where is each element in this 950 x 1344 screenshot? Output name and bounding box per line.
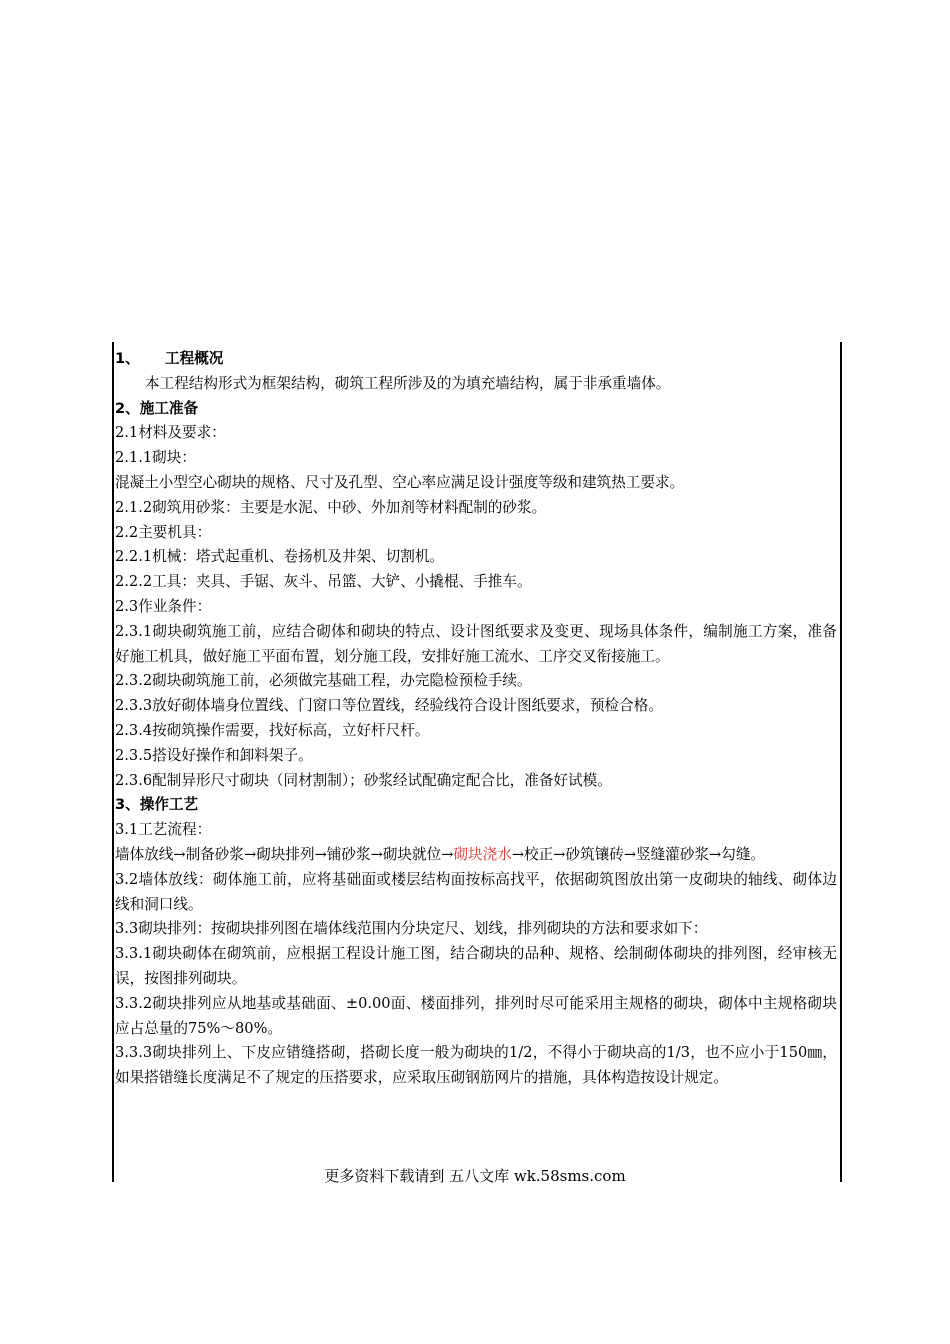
- item-2-2-2: 2.2.2工具：夹具、手锯、灰斗、吊篮、大铲、小撬棍、手推车。: [115, 573, 532, 591]
- item-3-1: 3.1工艺流程：: [115, 821, 212, 839]
- item-3-3-1: 3.3.1砌块砌体在砌筑前，应根据工程设计施工图，结合砌块的品种、规格、绘制砌体砌块的排列图，经审核无误，按图排列砌块。: [115, 945, 837, 987]
- item-2-2-1: 2.2.1机械：塔式起重机、卷扬机及井架、切割机。: [115, 548, 445, 566]
- item-2-2: 2.2主要机具：: [115, 523, 212, 541]
- item-2-3-3: 2.3.3放好砌体墙身位置线、门窗口等位置线，经验线符合设计图纸要求，预检合格。: [115, 697, 663, 715]
- item-2-3-6: 2.3.6配制异形尺寸砌块（同材割制）；砂浆经试配确定配合比，准备好试模。: [115, 771, 612, 789]
- flow-after: →校正→砂筑镶砖→竖缝灌砂浆→勾缝。: [511, 845, 766, 863]
- item-2-3-4: 2.3.4按砌筑操作需要，找好标高，立好杆尺杆。: [115, 721, 430, 739]
- flow-before: 墙体放线→制备砂浆→砌块排列→铺砂浆→砌块就位→: [115, 845, 454, 863]
- item-2-3-2: 2.3.2砌块砌筑施工前，必须做完基础工程，办完隐检预检手续。: [115, 672, 532, 690]
- section-1-number: 1、: [115, 350, 140, 367]
- footer-link-text: 更多资料下载请到 五八文库 wk.58sms.com: [324, 1167, 626, 1185]
- item-2-3: 2.3作业条件：: [115, 597, 212, 615]
- item-3-3-2: 3.3.2砌块排列应从地基或基础面、±0.00面、楼面排列，排列时尽可能采用主规格的砌块，砌体中主规格砌块应占总量的75%～80%。: [115, 994, 837, 1037]
- item-2-1-1: 2.1.1砌块：: [115, 449, 196, 467]
- section-1-title: 工程概况: [165, 350, 224, 367]
- item-2-1-2: 2.1.2砌筑用砂浆：主要是水泥、中砂、外加剂等材料配制的砂浆。: [115, 498, 547, 516]
- process-flow: [115, 843, 837, 868]
- flow-highlight: 砌块浇水: [453, 845, 512, 863]
- item-2-3-1: 2.3.1砌块砌筑施工前，应结合砌体和砌块的特点、设计图纸要求及变更、现场具体条件，编制施工方案，准备好施工机具，做好施工平面布置，划分施工段，安排好施工流水、工序交叉衔接施工。: [115, 622, 837, 665]
- item-3-3-3: 3.3.3砌块排列上、下皮应错缝搭砌，搭砌长度一般为砌块的1/2，不得小于砌块高的1/3，也不应小于150㎜，如果搭错缝长度满足不了规定的压搭要求，应采取压砌钢筋网片的措施，具体构造按设计规定。: [115, 1044, 837, 1087]
- item-2-1-1-text: 混凝土小型空心砌块的规格、尺寸及孔型、空心率应满足设计强度等级和建筑热工要求。: [115, 473, 685, 491]
- item-3-2: 3.2墙体放线：砌体施工前，应将基础面或楼层结构面按标高找平，依据砌筑图放出第一皮砌块的轴线、砌体边线和洞口线。: [115, 870, 837, 913]
- item-2-1: 2.1材料及要求：: [115, 424, 226, 442]
- section-1-heading: [115, 347, 837, 372]
- section-2-heading: 2、施工准备: [115, 399, 199, 417]
- overview-paragraph: 本工程结构形式为框架结构，砌筑工程所涉及的为填充墙结构，属于非承重墙体。: [145, 374, 671, 392]
- item-2-3-5: 2.3.5搭设好操作和卸料架子。: [115, 746, 313, 764]
- item-3-3: 3.3砌块排列：按砌块排列图在墙体线范围内分块定尺、划线，排列砌块的方法和要求如下：: [115, 920, 708, 938]
- section-3-heading: 3、操作工艺: [115, 796, 199, 814]
- document-body: [115, 347, 837, 1091]
